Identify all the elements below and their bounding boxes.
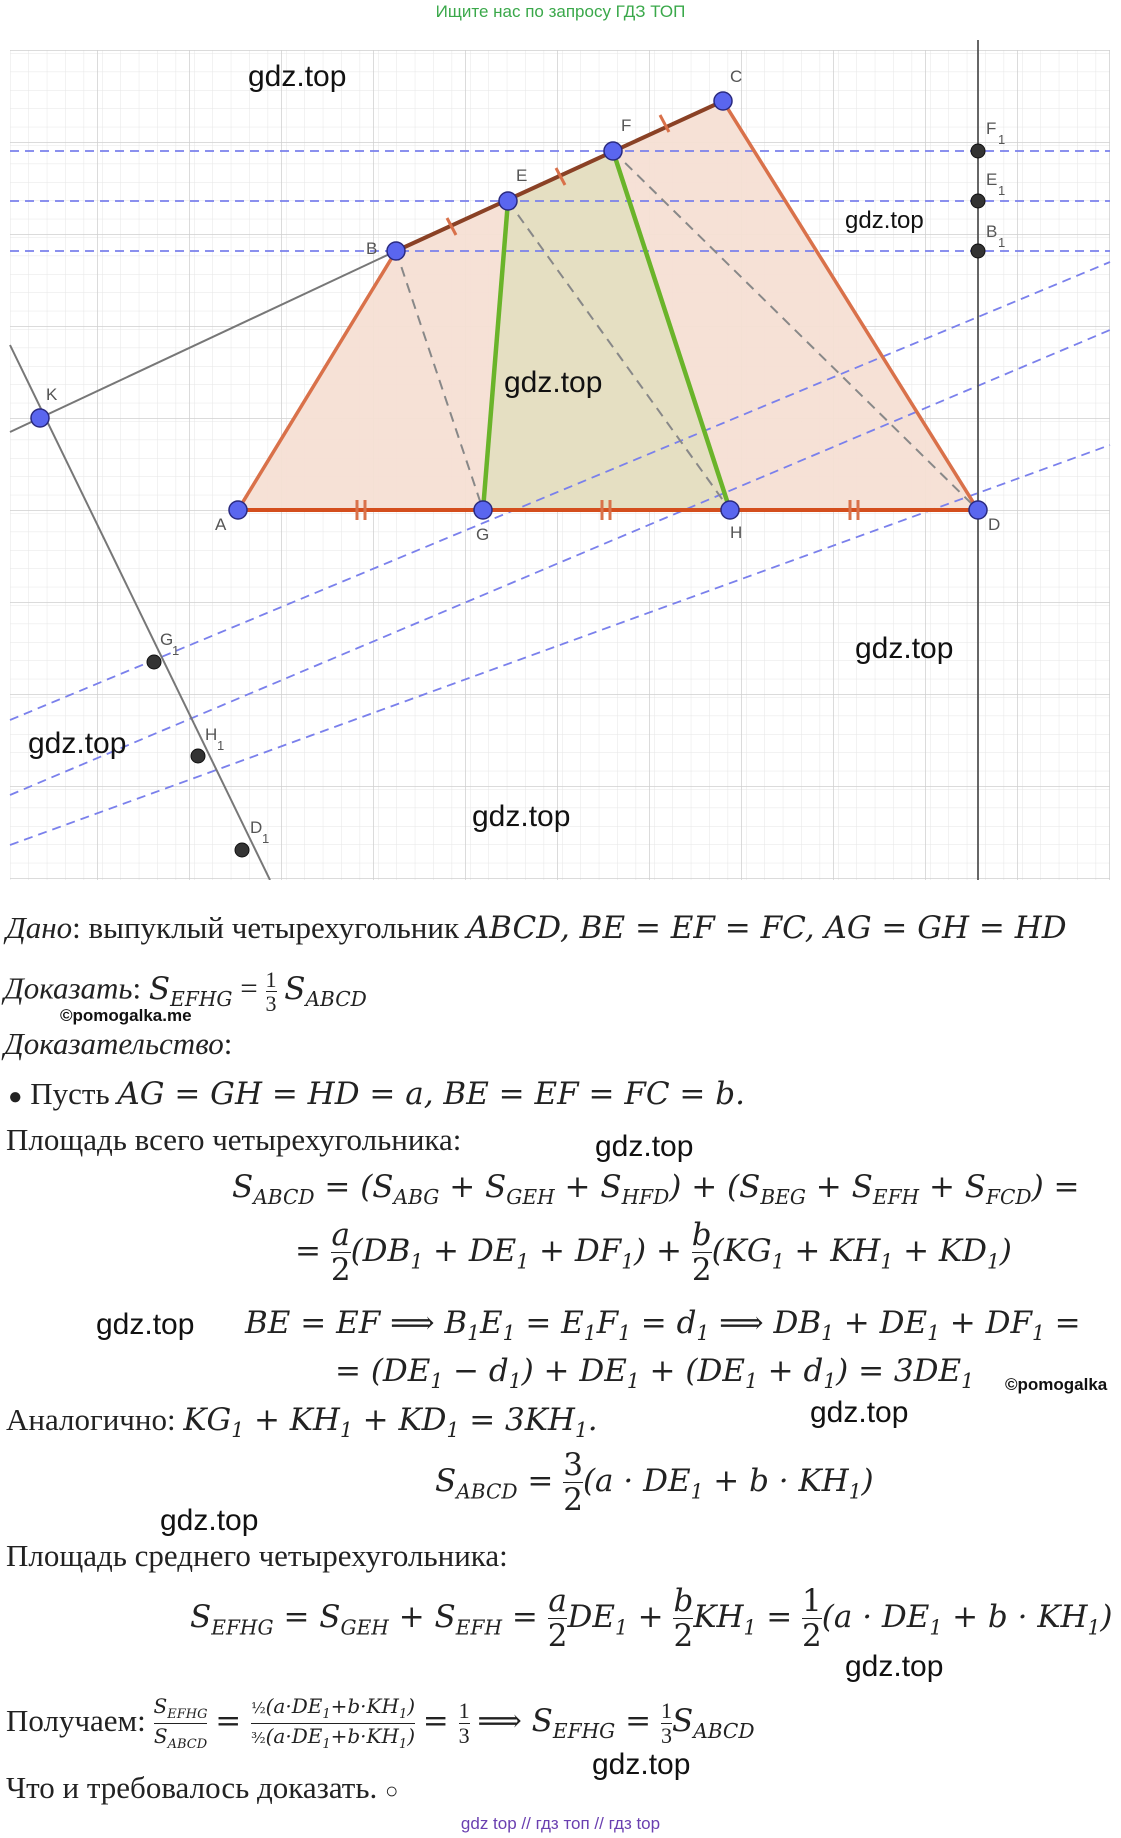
label-a: A (215, 515, 227, 534)
let-math: AG = GH = HD = a, BE = EF = FC = b. (117, 1076, 745, 1112)
label-d: D (988, 515, 1001, 534)
similarly-text: Аналогично: (6, 1402, 184, 1437)
label-e: E (516, 166, 528, 185)
label-b: B (366, 239, 378, 258)
qed-line (6, 1772, 398, 1803)
label-k: K (46, 385, 58, 404)
given-text: : выпуклый четырехугольник (72, 910, 467, 945)
qed-mark: ○ (385, 1778, 399, 1803)
watermark: gdz.top (845, 207, 924, 234)
label-e1-sub: 1 (998, 183, 1006, 198)
copyright: ©pomogalka.me (60, 1006, 192, 1025)
watermark: gdz.top (595, 1130, 694, 1163)
bullet: ● (8, 1084, 23, 1110)
label-g: G (476, 525, 490, 544)
given-label: Дано (6, 910, 73, 945)
obtain-line: Получаем: $S_{EFHG}$ $S_{ABCD}$ = $\frac{\frac{1}{2}(a\cdot DE_1+b\cdot KH_1)}{^3⁄_2(a\cdot DE_1+b\cdot KH_1)}$ = $\frac{1}{3}$ ⟹ $S_{EFHG}$ = $\frac{1}{3}$ $S_{ABCD}$ (6, 1694, 755, 1753)
label-h: H (730, 523, 743, 542)
formula-sefhg: $S_{EFHG} = S_{GEH} + S_{EFH}$ = $\frac{a}{2}$ $DE_1$ + $\frac{b}{2}$ $KH_1$ = $\frac{1}{2}$ $(a \cdot DE_1 + b \cdot KH_1)$ (190, 1583, 1113, 1655)
let-line (8, 1078, 745, 1110)
label-d1: D (250, 818, 263, 837)
formula-be-ef: BE = EF ⟹ $B_1E_1 = E_1F_1 = d_1$ ⟹ $DB_1 + DE_1 + DF_1$ = (245, 1305, 1081, 1346)
formula-sabcd-1: $S_{ABCD} = (S_{ABG} + S_{GEH} + S_{HFD}) + (S_{BEG} + S_{EFH} + S_{FCD})$ = (232, 1169, 1080, 1210)
prove-label: Доказать (4, 970, 133, 1006)
top-banner: Ищите нас по запросу ГДЗ ТОП (435, 2, 686, 21)
watermark: gdz.top (160, 1504, 259, 1537)
watermark: gdz.top (96, 1308, 195, 1341)
proof-label: Доказательство (4, 1026, 224, 1061)
formula-sabcd-2: = $\frac{a}{2}$ $(DB_1 + DE_1 + DF_1)$ + $\frac{b}{2}$ $(KG_1 + KH_1 + KD_1)$ (295, 1217, 1012, 1289)
given-line (6, 912, 1067, 944)
label-d1-sub: 1 (262, 831, 270, 846)
let-text: Пусть (30, 1076, 118, 1111)
proof-label-line: Доказательство: (4, 1026, 233, 1061)
label-b1: B (986, 222, 998, 241)
label-h1-sub: 1 (217, 738, 225, 753)
footer-links[interactable]: gdz top // гдз топ // гдз top (460, 1814, 661, 1833)
similarly-line: Аналогично: $KG_1 + KH_1 + KD_1 = 3KH_1$. (6, 1402, 598, 1443)
watermark: gdz.top (845, 1650, 944, 1683)
label-h1: H (205, 725, 218, 744)
qed-text: Что и требовалось доказать. (6, 1770, 378, 1805)
obtain-text: Получаем: (6, 1702, 154, 1738)
area-middle-line: Площадь среднего четырехугольника: (6, 1538, 508, 1573)
copyright: ©pomogalka (1005, 1375, 1108, 1394)
label-f1: F (986, 119, 997, 138)
label-c: C (730, 67, 743, 86)
geometry-diagram (0, 40, 1121, 880)
label-g1: G (160, 630, 174, 649)
formula-3de1: = $(DE_1 - d_1) + DE_1 + (DE_1 + d_1) = 3DE_1$ (335, 1353, 974, 1394)
watermark: gdz.top (28, 727, 127, 760)
watermark: gdz.top (855, 632, 954, 665)
label-b1-sub: 1 (998, 235, 1006, 250)
label-f1-sub: 1 (998, 132, 1006, 147)
watermark: gdz.top (248, 60, 347, 93)
watermark: gdz.top (504, 366, 603, 399)
formula-sabcd-3: $S_{ABCD}$ = $\frac{3}{2}$ $(a \cdot DE_1 + b \cdot KH_1)$ (435, 1447, 874, 1519)
prove-line: Доказать: $S_{EFHG}$ = $\frac{1}{3}$ $S_{ABCD}$ (4, 967, 367, 1017)
watermark: gdz.top (592, 1748, 691, 1781)
label-e1: E (986, 170, 998, 189)
label-g1-sub: 1 (172, 643, 180, 658)
watermark: gdz.top (472, 800, 571, 833)
given-math: ABCD, BE = EF = FC, AG = GH = HD (466, 910, 1067, 946)
label-f: F (621, 116, 632, 135)
watermark: gdz.top (810, 1396, 909, 1429)
area-total-line: Площадь всего четырехугольника: (6, 1122, 462, 1157)
